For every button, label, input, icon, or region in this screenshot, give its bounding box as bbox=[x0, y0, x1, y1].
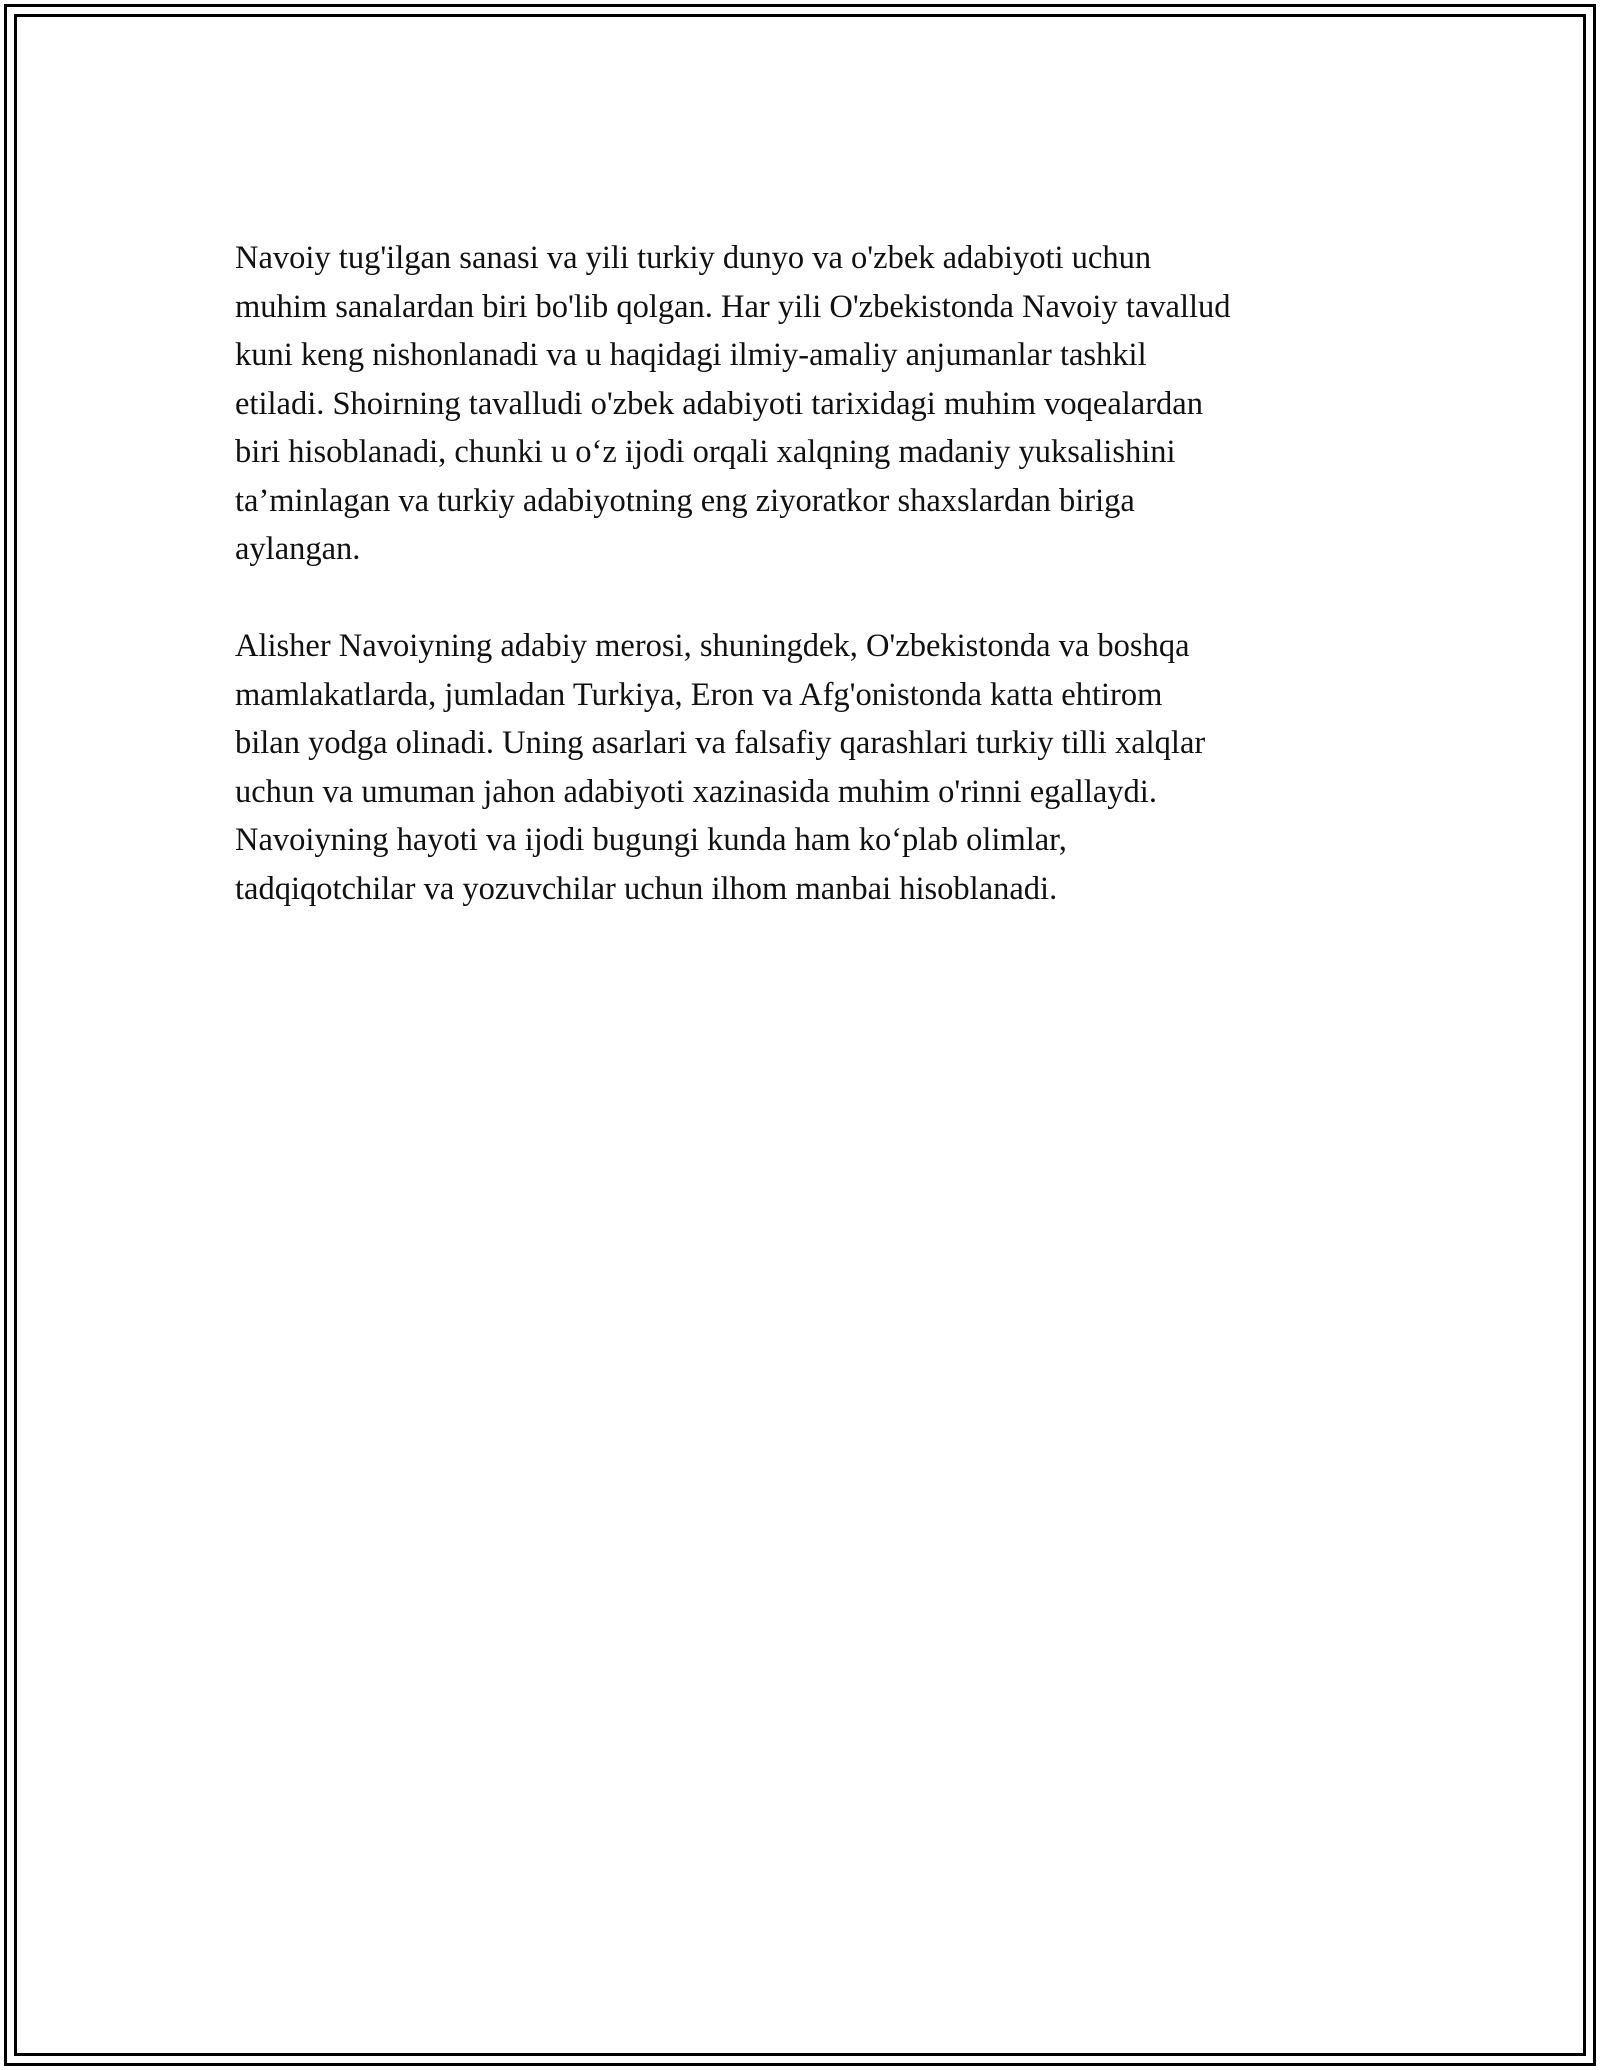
document-body bbox=[235, 234, 1365, 962]
paragraph-2: Alisher Navoiyning adabiy merosi, shuningdek, O'zbekistonda va boshqa mamlakatlarda, jumladan Turkiya, Eron va Afg'onistonda katta ehtirom bilan yodga olinadi. Uning asarlari va falsafiy qarashlari turkiy tilli xalqlar uchun va umuman jahon adabiyoti xazinasida muhim o'rinni egallaydi. Navoiyning hayoti va ijodi bugungi kunda ham ko‘plab olimlar, tadqiqotchilar va yozuvchilar uchun ilhom manbai hisoblanadi. bbox=[235, 628, 1206, 907]
paragraph-1: Navoiy tug'ilgan sanasi va yili turkiy dunyo va o'zbek adabiyoti uchun muhim sanalardan biri bo'lib qolgan. Har yili O'zbekistonda Navoiy tavallud kuni keng nishonlanadi va u haqidagi ilmiy-amaliy anjumanlar tashkil etiladi. Shoirning tavalludi o'zbek adabiyoti tarixidagi muhim voqealardan biri hisoblanadi, chunki u o‘z ijodi orqali xalqning madaniy yuksalishini ta’minlagan va turkiy adabiyotning eng ziyoratkor shaxslardan biriga aylangan. bbox=[235, 240, 1231, 567]
